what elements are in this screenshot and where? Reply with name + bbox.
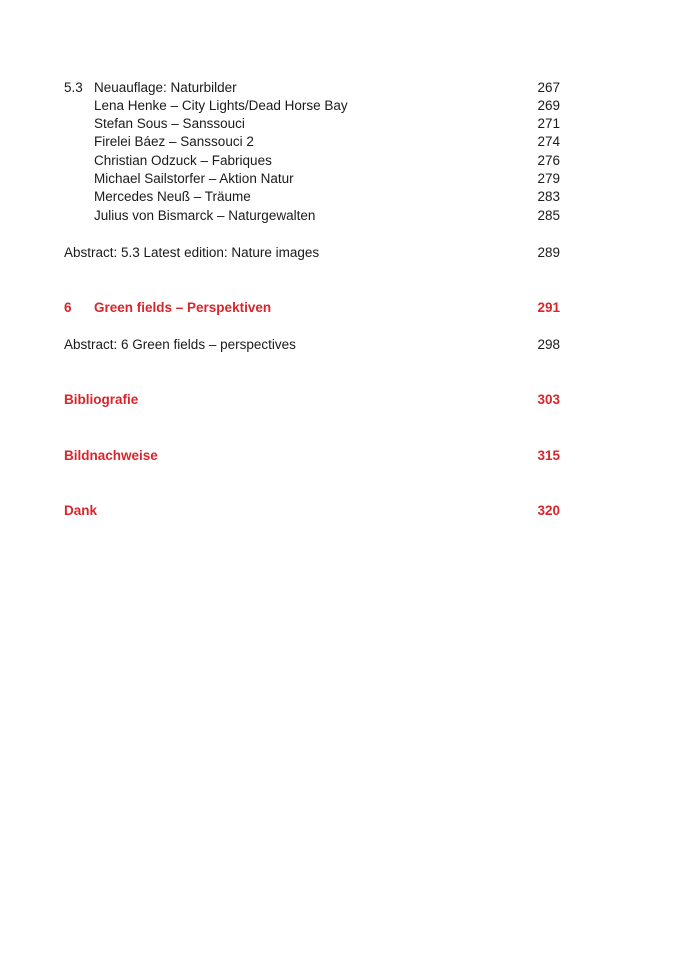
page-number: 269 [537,98,560,113]
entry-title: Michael Sailstorfer – Aktion Natur [94,171,294,186]
toc-bibliografie[interactable] [64,391,560,409]
entry-title: Lena Henke – City Lights/Dead Horse Bay [94,98,348,113]
entry-title: Stefan Sous – Sanssouci [94,116,245,131]
toc-entry[interactable] [64,188,560,206]
page-number: 320 [537,503,560,518]
abstract-title: Abstract: 6 Green fields – perspectives [64,337,296,352]
chapter-number: 6 [64,300,72,315]
entry-title: Christian Odzuck – Fabriques [94,153,272,168]
section-title: Neuauflage: Naturbilder [94,80,237,95]
toc-entry[interactable] [64,97,560,115]
page-number: 276 [537,153,560,168]
section-number: 5.3 [64,80,83,95]
toc-abstract-5-3[interactable] [64,244,560,262]
page-number: 285 [537,208,560,223]
page-number: 279 [537,171,560,186]
chapter-title: Bibliografie [64,392,139,407]
toc-abstract-6[interactable] [64,336,560,354]
toc-section-5-3[interactable] [64,79,560,97]
chapter-title: Dank [64,503,98,518]
toc-bildnachweise[interactable] [64,447,560,465]
toc-entry[interactable] [64,133,560,151]
page-number: 315 [537,448,560,463]
toc-chapter-6[interactable] [64,299,560,317]
entry-title: Firelei Báez – Sanssouci 2 [94,134,254,149]
toc-entry[interactable] [64,115,560,133]
abstract-title: Abstract: 5.3 Latest edition: Nature images [64,245,320,260]
toc-entry[interactable] [64,207,560,225]
chapter-title: Green fields – Perspektiven [94,300,272,315]
page-number: 283 [537,189,560,204]
toc-entry[interactable] [64,152,560,170]
toc-entry[interactable] [64,170,560,188]
entry-title: Mercedes Neuß – Träume [94,189,251,204]
chapter-title: Bildnachweise [64,448,158,463]
page-number: 303 [537,392,560,407]
page-number: 267 [537,80,560,95]
entry-title: Julius von Bismarck – Naturgewalten [94,208,316,223]
toc-dank[interactable] [64,502,560,520]
page-number: 271 [537,116,560,131]
page-number: 298 [537,337,560,352]
page-number: 289 [537,245,560,260]
page-number: 274 [537,134,560,149]
page-number: 291 [537,300,560,315]
